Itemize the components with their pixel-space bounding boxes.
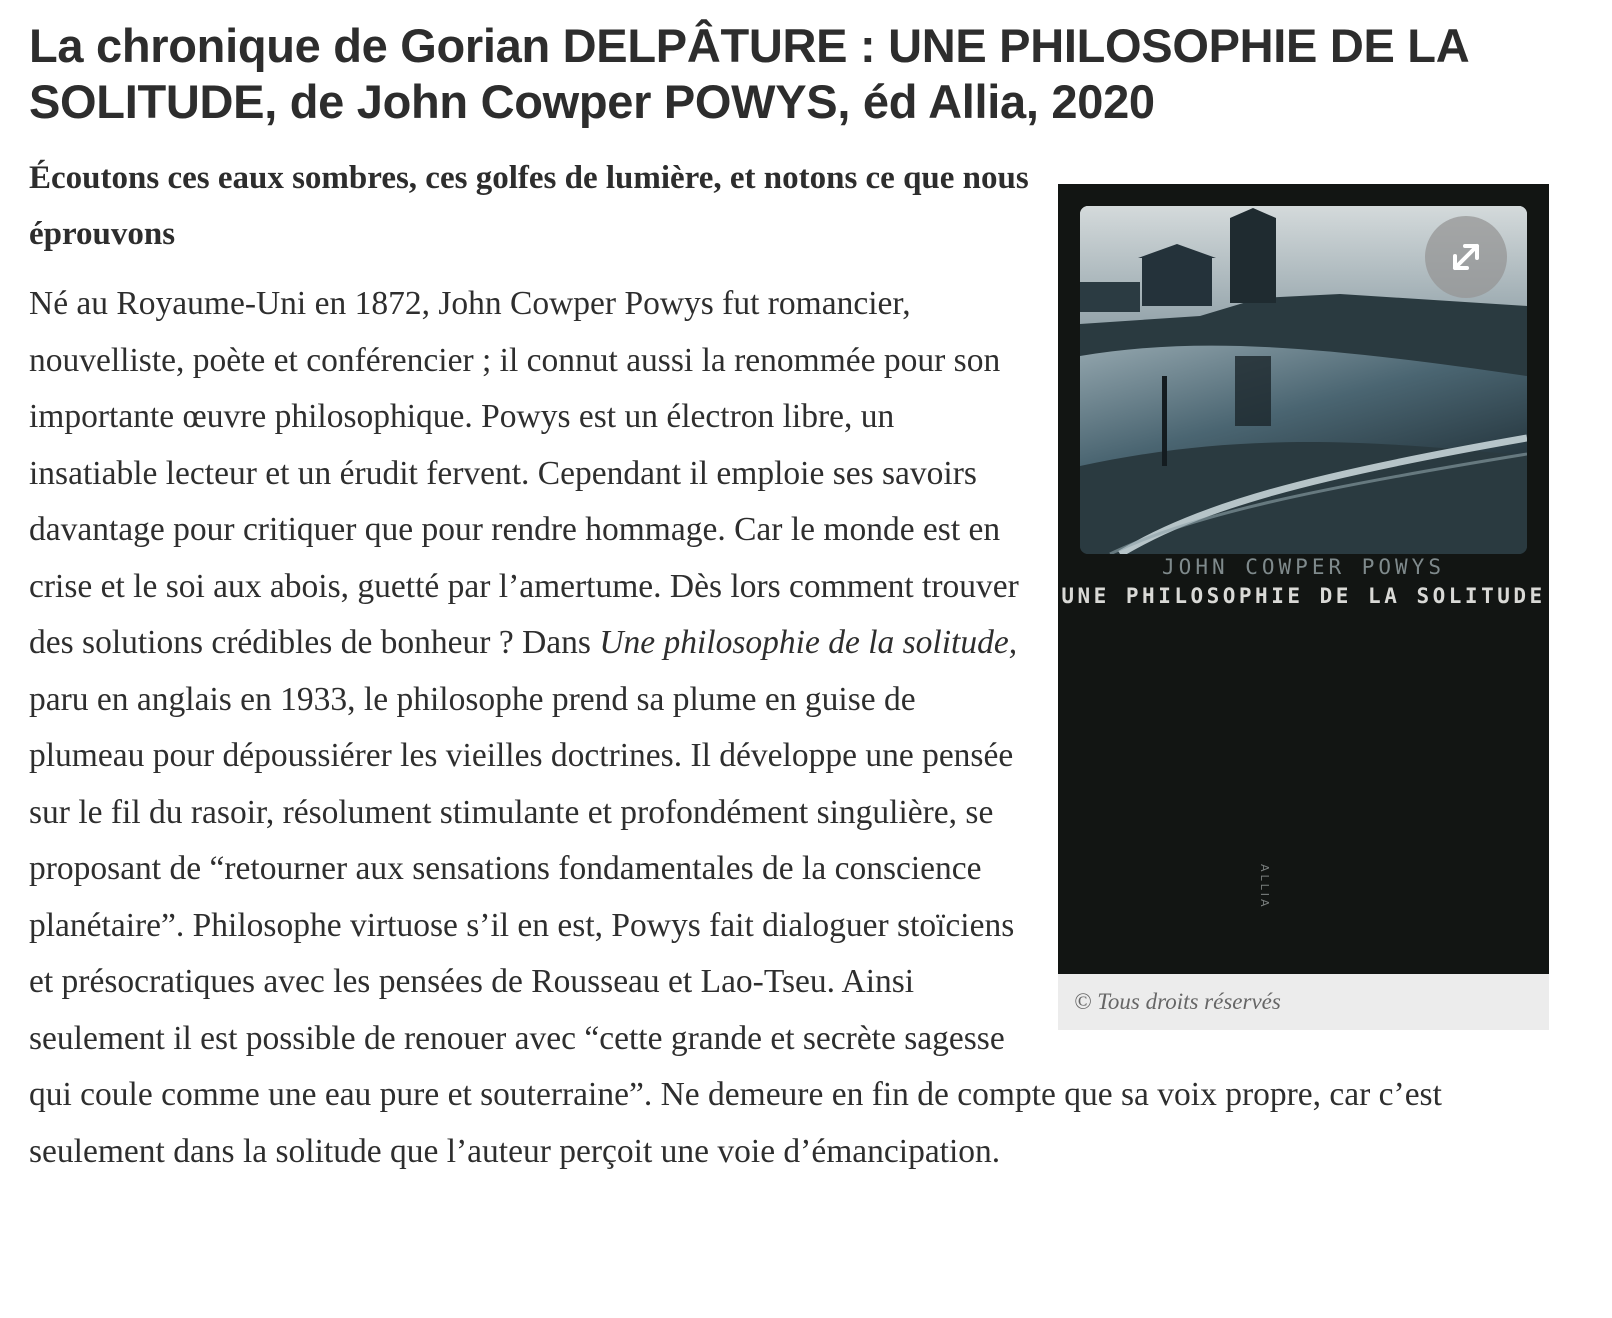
book-cover-figure — [1058, 184, 1549, 1030]
body-part-1: Né au Royaume-Uni en 1872, John Cowper Powys fut romancier, nouvelliste, poète et conférencier ; il connut aussi la renommée pour son importante œuvre philosophique. Powys est un électron libre, un insatiable lecteur et un érudit fervent. Cependant il emploie ses savoirs davantage pour critiquer que pour rendre hommage. Car le monde est en crise et le soi aux abois, guetté par l’amertume. Dès lors comment trouver des solutions crédibles de bonheur ? Dans — [29, 285, 1019, 661]
body-part-2: paru en anglais en 1933, le philosophe prend sa plume en guise de plumeau pour dépoussiérer les vieilles doctrines. Il développe une pensée sur le fil du rasoir, résolument stimulante et profondément singulière, se proposant de “retourner aux sensations fondamentales de la conscience planétaire”. Philosophe virtuose s’il en est, Powys fait dialoguer stoïciens et présocratiques avec les pensées de Rousseau et Lao-Tseu. Ainsi seulement il est possible de renouer avec “cette grande et secrète sagesse qui coule comme une eau pure et souterraine”. Ne demeure en fin de compte que sa voix propre, car c’est seulement dans la solitude que l’auteur perçoit une voie d’émancipation. — [29, 680, 1442, 1170]
book-cover[interactable] — [1058, 184, 1549, 974]
article-subtitle: Écoutons ces eaux sombres, ces golfes de lumière, et notons ce que nous éprouvons — [29, 160, 1029, 252]
book-title-italic: Une philosophie de la solitude, — [599, 624, 1018, 661]
expand-image-button[interactable] — [1425, 216, 1507, 298]
image-caption: © Tous droits réservés — [1074, 989, 1281, 1014]
cover-painting — [1080, 206, 1527, 554]
article-title: La chronique de Gorian DELPÂTURE : UNE PHILOSOPHIE DE LA SOLITUDE, de John Cowper POWYS, éd Allia, 2020 — [29, 19, 1468, 128]
article — [29, 18, 1589, 1180]
cover-publisher: ALLIA — [1258, 864, 1271, 910]
cover-title: UNE PHILOSOPHIE DE LA SOLITUDE — [1061, 584, 1546, 608]
article-body — [29, 276, 1549, 1180]
cover-author: JOHN COWPER POWYS — [1162, 555, 1445, 579]
expand-icon — [1446, 237, 1486, 277]
